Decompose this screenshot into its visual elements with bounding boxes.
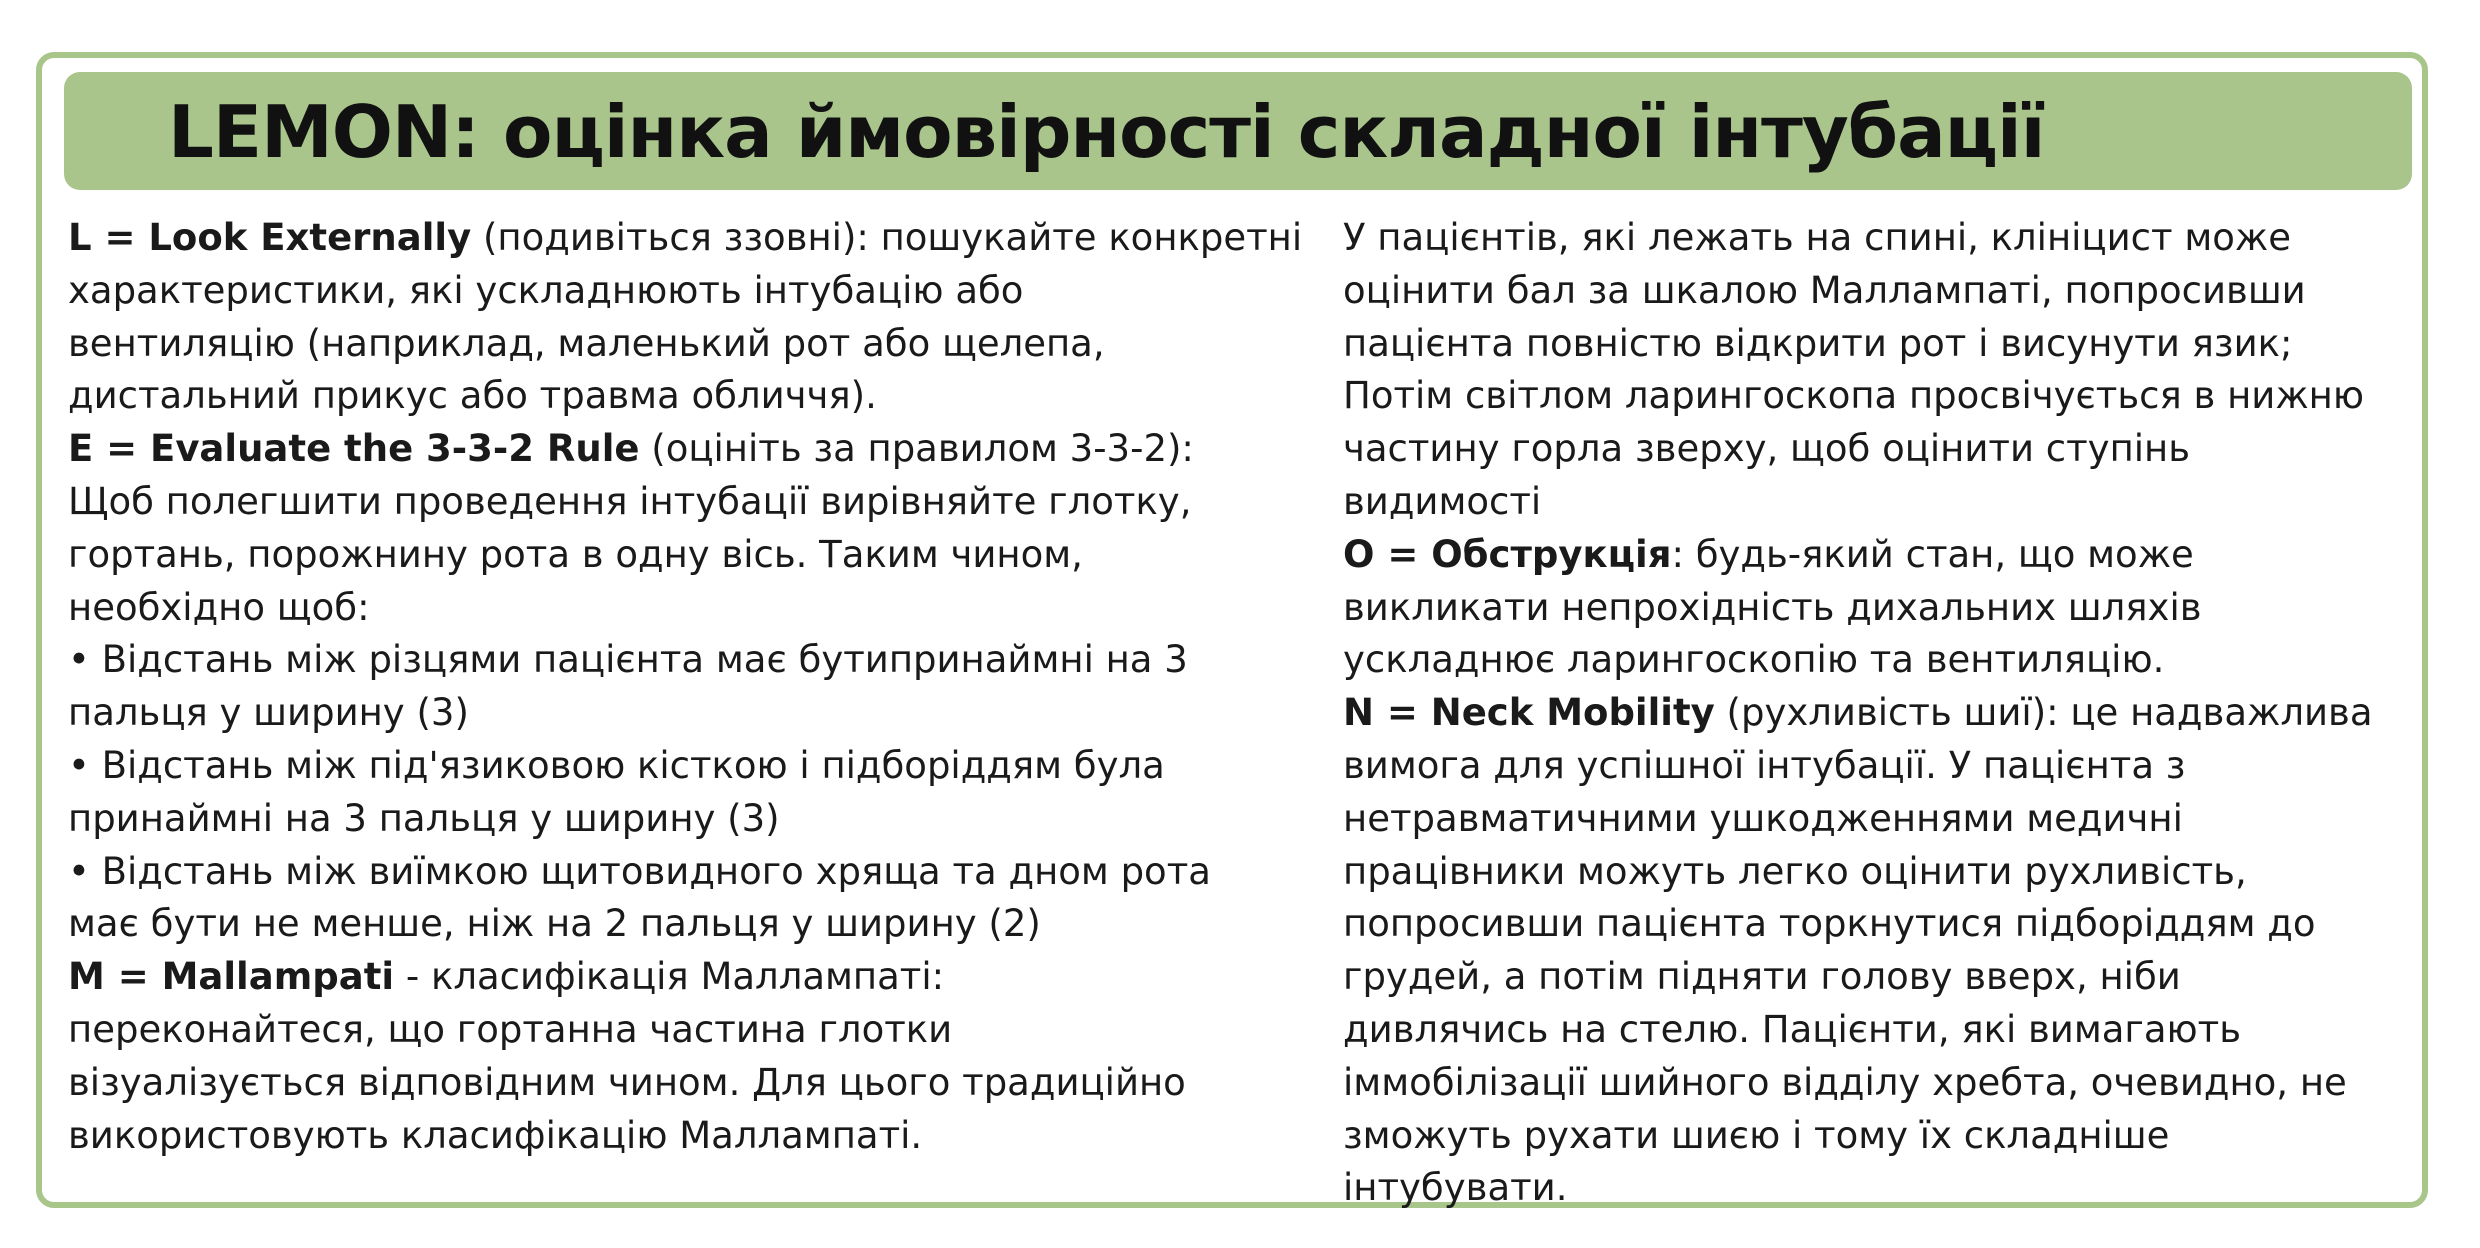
line-text: інтубувати. <box>1343 1166 1568 1210</box>
line-text: має бути не менше, ніж на 2 пальця у ширину (2) <box>68 902 1041 946</box>
line-text: У пацієнтів, які лежать на спині, клініцист може <box>1343 216 2291 259</box>
line-text: (рухливість шиї): це надважлива <box>1714 691 2373 735</box>
line-text: • Відстань між виїмкою щитовидного хряща та дном рота <box>68 849 1211 893</box>
line-text: іммобілізації шийного відділу хребта, очевидно, не <box>1343 1060 2347 1104</box>
text-line <box>68 265 1328 318</box>
text-line <box>1343 1004 2403 1057</box>
line-text: Потім світлом ларингоскопа просвічується в нижню <box>1343 374 2364 418</box>
line-text: видимості <box>1343 479 1542 523</box>
text-line <box>1343 265 2403 318</box>
text-line <box>68 318 1328 371</box>
text-line <box>68 1057 1328 1110</box>
text-line <box>68 582 1328 635</box>
line-text: працівники можуть легко оцінити рухливість, <box>1343 849 2247 893</box>
line-text: : будь-який стан, що може <box>1671 532 2194 576</box>
text-line <box>1343 634 2403 687</box>
line-text: частину горла зверху, щоб оцінити ступінь <box>1343 427 2191 471</box>
text-line <box>68 370 1328 423</box>
right-column <box>1343 212 2403 1215</box>
line-heading: E = Evaluate the 3-3-2 Rule <box>68 427 640 471</box>
text-line <box>1343 370 2403 423</box>
line-text: принаймні на 3 пальця у ширину (3) <box>68 796 780 840</box>
text-line <box>68 423 1328 476</box>
line-text: нетравматичними ушкодженнями медичні <box>1343 796 2183 840</box>
line-text: переконайтеся, що гортанна частина глотки <box>68 1007 953 1051</box>
text-line <box>68 476 1328 529</box>
text-line <box>68 951 1328 1004</box>
text-line <box>68 687 1328 740</box>
text-line <box>1343 212 2403 265</box>
line-text: необхідно щоб: <box>68 585 370 629</box>
line-text: дивлячись на стелю. Пацієнти, які вимагають <box>1343 1007 2242 1051</box>
text-line <box>1343 687 2403 740</box>
text-line <box>1343 529 2403 582</box>
text-line <box>1343 1057 2403 1110</box>
text-line <box>1343 476 2403 529</box>
line-heading: N = Neck Mobility <box>1343 691 1715 735</box>
line-text: використовують класифікацію Маллампаті. <box>68 1113 923 1157</box>
line-heading: M = Mallampati <box>68 955 395 999</box>
text-line <box>68 740 1328 793</box>
line-text: пацієнта повністю відкрити рот і висунути язик; <box>1343 321 2293 365</box>
text-line <box>68 212 1328 265</box>
line-text: дистальний прикус або травма обличчя). <box>68 374 877 418</box>
text-line <box>1343 582 2403 635</box>
left-column <box>68 212 1328 1162</box>
line-heading: O = Обструкція <box>1343 532 1672 576</box>
text-line <box>68 793 1328 846</box>
page-title: LEMON: оцінка ймовірності складної інтубації <box>168 90 2045 174</box>
text-line <box>1343 793 2403 846</box>
text-line <box>68 1110 1328 1163</box>
line-text: візуалізується відповідним чином. Для цього традиційно <box>68 1060 1186 1104</box>
line-text: попросивши пацієнта торкнутися підборіддям до <box>1343 902 2316 946</box>
line-text: (подивіться ззовні): пошукайте конкретні <box>471 216 1303 259</box>
line-text: • Відстань між різцями пацієнта має бутипринаймні на 3 <box>68 638 1188 682</box>
line-text: грудей, а потім підняти голову вверх, ніби <box>1343 955 2181 999</box>
line-text: • Відстань між під'язиковою кісткою і підборіддям була <box>68 743 1165 787</box>
text-line <box>68 634 1328 687</box>
line-text: - класифікація Маллампаті: <box>394 955 945 999</box>
text-line <box>68 898 1328 951</box>
text-line <box>1343 1110 2403 1163</box>
line-text: вимога для успішної інтубації. У пацієнта з <box>1343 743 2186 787</box>
line-text: Щоб полегшити проведення інтубації вирівняйте глотку, <box>68 479 1192 523</box>
line-text: характеристики, які ускладнюють інтубацію або <box>68 268 1024 312</box>
line-text: зможуть рухати шиєю і тому їх складніше <box>1343 1113 2170 1157</box>
text-line <box>1343 740 2403 793</box>
line-text: оцінити бал за шкалою Маллампаті, попросивши <box>1343 268 2306 312</box>
line-text: викликати непрохідність дихальних шляхів <box>1343 585 2202 629</box>
text-line <box>68 1004 1328 1057</box>
text-line <box>1343 423 2403 476</box>
text-line <box>1343 951 2403 1004</box>
line-text: вентиляцію (наприклад, маленький рот або щелепа, <box>68 321 1105 365</box>
text-line <box>1343 846 2403 899</box>
line-text: ускладнює ларингоскопію та вентиляцію. <box>1343 638 2165 682</box>
line-text: (оцініть за правилом 3-3-2): <box>639 427 1194 471</box>
line-text: гортань, порожнину рота в одну вісь. Таким чином, <box>68 532 1083 576</box>
line-heading: L = Look Externally <box>68 216 472 259</box>
text-line <box>68 846 1328 899</box>
text-line <box>1343 898 2403 951</box>
text-line <box>1343 318 2403 371</box>
text-line <box>1343 1162 2403 1215</box>
line-text: пальця у ширину (3) <box>68 691 469 735</box>
text-line <box>68 529 1328 582</box>
